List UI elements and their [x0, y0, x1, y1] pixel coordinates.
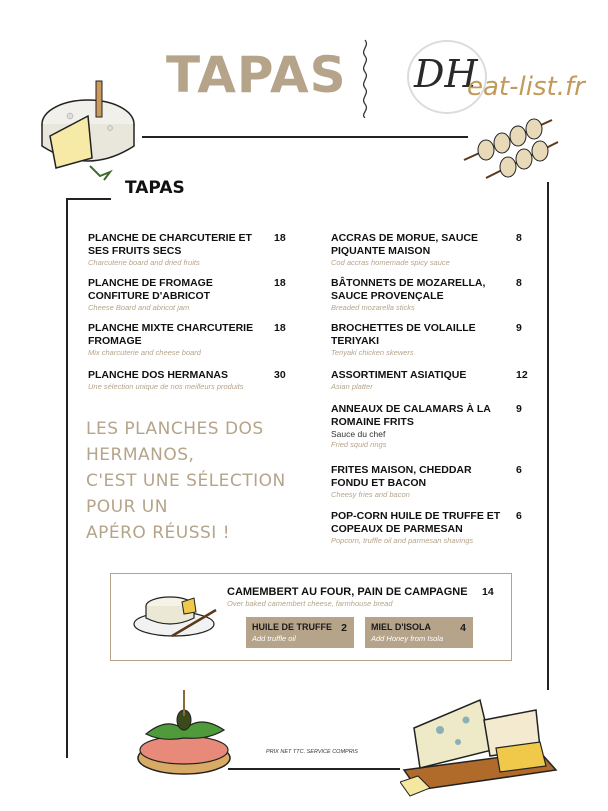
menu-item [88, 277, 213, 313]
option-description: Add Honey from Isola [371, 634, 444, 643]
menu-item [331, 369, 466, 392]
item-description: Cheesy fries and bacon [331, 490, 410, 499]
item-name: PLANCHE DE CHARCUTERIE ET [88, 232, 252, 244]
item-name: TERIYAKI [331, 335, 380, 347]
logo-initials: DH [414, 52, 478, 96]
special-price: 14 [482, 586, 494, 598]
frame-bottom-line [228, 768, 400, 770]
item-price: 6 [516, 464, 522, 476]
logo-text: eat-list.fr [467, 72, 585, 102]
item-price: 9 [516, 403, 522, 415]
item-description: Asian platter [331, 382, 373, 391]
item-description: Mix charcuterie and cheese board [88, 348, 201, 357]
item-name: PLANCHE DOS HERMANAS [88, 369, 229, 381]
frame-right-line [547, 182, 549, 690]
special-name: CAMEMBERT AU FOUR, PAIN DE CAMPAGNE [227, 586, 468, 598]
item-price: 8 [516, 277, 522, 289]
slogan [86, 416, 306, 546]
item-name: ROMAINE FRITS [331, 416, 414, 428]
item-description: Charcuterie board and dried fruits [88, 258, 200, 267]
option-honey [365, 617, 473, 648]
item-name: PLANCHE DE FROMAGE [88, 277, 213, 289]
item-price: 18 [274, 322, 286, 334]
item-price: 30 [274, 369, 286, 381]
item-price: 18 [274, 232, 286, 244]
menu-item [331, 403, 491, 450]
item-description: Breaded mozarella sticks [331, 303, 415, 312]
item-description: Fried squid rings [331, 440, 387, 449]
special-item [227, 586, 468, 609]
item-price: 12 [516, 369, 528, 381]
menu-item [331, 277, 485, 313]
item-name: ASSORTIMENT ASIATIQUE [331, 369, 467, 381]
menu-item [331, 232, 478, 268]
item-price: 6 [516, 510, 522, 522]
item-name: COPEAUX DE PARMESAN [331, 523, 463, 535]
menu-item [88, 369, 244, 392]
item-description: Cod accras homemade spicy sauce [331, 258, 450, 267]
frame-left-line [66, 198, 68, 758]
item-name: SAUCE PROVENÇALE [331, 290, 444, 302]
squiggle-divider-icon [358, 38, 372, 118]
special-description: Over baked camembert cheese, farmhouse bread [227, 599, 393, 608]
item-name: SES FRUITS SECS [88, 245, 182, 257]
menu-item [331, 510, 500, 546]
item-price: 8 [516, 232, 522, 244]
item-name: ANNEAUX DE CALAMARS À LA [331, 403, 491, 415]
item-price: 18 [274, 277, 286, 289]
menu-item [331, 322, 476, 358]
slogan-line: C'EST UNE SÉLECTION POUR UN [86, 471, 286, 517]
footer-note: PRIX NET TTC. SERVICE COMPRIS [266, 749, 358, 755]
item-name: BÂTONNETS DE MOZARELLA, [331, 277, 486, 289]
page-title: TAPAS [166, 46, 347, 104]
option-description: Add truffle oil [252, 634, 296, 643]
frame-left-top-line [66, 198, 111, 200]
menu-item [88, 322, 253, 358]
item-subtitle: Sauce du chef [331, 429, 386, 439]
frame-top-line [142, 136, 468, 138]
slogan-line: LES PLANCHES DOS HERMANOS, [86, 419, 264, 465]
bruschetta-illustration [128, 686, 240, 780]
option-name: MIEL D'ISOLA [371, 622, 431, 632]
item-name: PIQUANTE MAISON [331, 245, 431, 257]
cheese-wheel-illustration [30, 76, 140, 186]
item-description: Cheese Board and abricot jam [88, 303, 190, 312]
item-name: ACCRAS DE MORUE, SAUCE [331, 232, 479, 244]
item-name: FONDU ET BACON [331, 477, 427, 489]
slogan-line: APÉRO RÉUSSI ! [86, 523, 231, 543]
item-description: Popcorn, truffle oil and parmesan shavings [331, 536, 474, 545]
section-title: TAPAS [125, 178, 185, 198]
option-price: 4 [460, 622, 466, 634]
menu-item [331, 464, 472, 500]
item-name: CONFITURE D'ABRICOT [88, 290, 211, 302]
option-truffle-oil [246, 617, 354, 648]
item-name: POP-CORN HUILE DE TRUFFE ET [331, 510, 501, 522]
skewers-illustration [460, 112, 560, 182]
menu-item [88, 232, 252, 268]
item-name: FRITES MAISON, CHEDDAR [331, 464, 472, 476]
option-name: HUILE DE TRUFFE [252, 622, 332, 632]
option-price: 2 [341, 622, 347, 634]
item-description: Une sélection unique de nos meilleurs produits [88, 382, 244, 391]
cheese-board-illustration [400, 690, 560, 800]
item-price: 9 [516, 322, 522, 334]
item-name: FROMAGE [88, 335, 142, 347]
item-name: PLANCHE MIXTE CHARCUTERIE [88, 322, 254, 334]
item-description: Teriyaki chicken skewers [331, 348, 414, 357]
item-name: BROCHETTES DE VOLAILLE [331, 322, 476, 334]
